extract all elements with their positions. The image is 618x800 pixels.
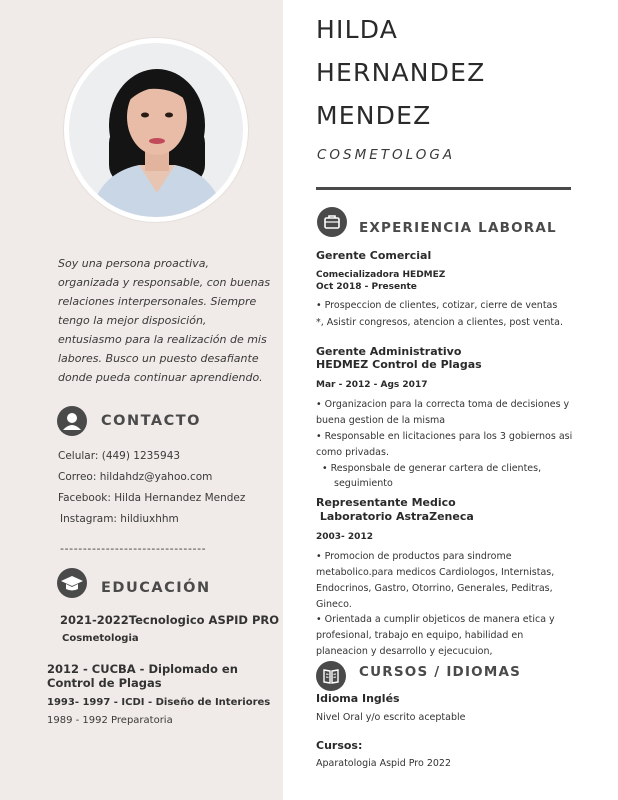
job-2-dates: Mar - 2012 - Ags 2017 [316,380,428,390]
job-role: COSMETOLOGA [317,147,456,163]
contact-instagram: Instagram: hildiuxhhm [60,513,179,525]
job-3-bullet-1-cont-3: Gineco. [316,599,352,610]
courses-title: CURSOS / IDIOMAS [359,664,522,680]
job-2-bullet-2: • Responsable en licitaciones para los 3 gobiernos asi [316,431,573,442]
name-line-3: MENDEZ [316,101,432,130]
job-3-bullet-2-cont-1: profesional, trabajo en equipo, habilidad en [316,630,524,641]
education-title: EDUCACIÓN [101,580,211,596]
job-2-company: HEDMEZ Control de Plagas [316,358,482,371]
job-3-company: Laboratorio AstraZeneca [316,510,474,523]
job-3-bullet-1-cont-2: Endocrinos, Gastro, Otorrino, Generales, Peditras, [316,583,553,594]
education-entry-4: 1989 - 1992 Preparatoria [47,715,173,726]
book-icon [316,661,346,691]
name-line-2: HERNANDEZ [316,58,486,87]
job-3-bullet-1: • Promocion de productos para sindrome [316,551,512,562]
courses-subtitle: Cursos: [316,739,363,752]
graduation-cap-icon [57,568,87,598]
contact-user-icon [57,406,87,436]
job-2-bullet-3: • Responsbale de generar cartera de clientes, [322,463,542,474]
job-2-bullet-3-cont: seguimiento [334,478,393,489]
education-entry-2: 2012 - CUCBA - Diplomado en [47,662,238,676]
job-2-bullet-1: • Organizacion para la correcta toma de decisiones y [316,399,570,410]
job-1-bullet-1: • Prospeccion de clientes, cotizar, cierre de ventas [316,300,558,311]
language-title: Idioma Inglés [316,692,400,705]
job-3-bullet-2: • Orientada a cumplir objeticos de manera etica y [316,614,555,625]
job-2-title: Gerente Administrativo [316,345,462,358]
job-1-dates: Oct 2018 - Presente [316,282,417,292]
education-entry-1-detail: Cosmetologia [62,633,139,644]
education-entry-2-detail: Control de Plagas [47,676,162,690]
job-2-bullet-1-cont: buena gestion de la misma [316,415,446,426]
job-3-title: Representante Medico [316,496,456,509]
briefcase-icon [317,207,347,237]
header-divider [316,187,571,190]
language-level: Nivel Oral y/o escrito aceptable [316,712,466,723]
experience-title: EXPERIENCIA LABORAL [359,220,557,236]
intro-text: Soy una persona proactiva, organizada y responsable, con buenas relaciones interpersonales. Siempre tengo la mejor disposición, entusiasmo para la realización de mis labores. Busco un puesto desafiante donde pueda continuar aprendiendo. [58,257,271,384]
education-entry-3: 1993- 1997 - ICDI - Diseño de Interiores [47,697,271,708]
contact-title: CONTACTO [101,413,201,429]
contact-email: Correo: hildahdz@yahoo.com [58,471,213,483]
job-3-bullet-2-cont-2: planeacion y desarrollo y ejecucuion, [316,646,493,657]
contact-facebook: Facebook: Hilda Hernandez Mendez [58,492,246,504]
contact-phone: Celular: (449) 1235943 [58,450,181,462]
separator-line: -------------------------------- [60,542,207,555]
profile-photo [64,38,248,222]
course-1: Aparatologia Aspid Pro 2022 [316,758,452,769]
job-1-title: Gerente Comercial [316,249,432,262]
job-3-bullet-1-cont-1: metabolico.para medicos Cardiologos, Internistas, [316,567,555,578]
name-line-1: HILDA [316,15,399,44]
job-1-bullet-2: *, Asistir congresos, atencion a clientes, post venta. [316,317,563,328]
education-entry-1: 2021-2022Tecnologico ASPID PRO [60,613,280,627]
job-3-dates: 2003- 2012 [316,532,373,542]
job-2-bullet-2-cont: como privadas. [316,447,389,458]
job-1-company: Comecializadora HEDMEZ [316,270,446,280]
